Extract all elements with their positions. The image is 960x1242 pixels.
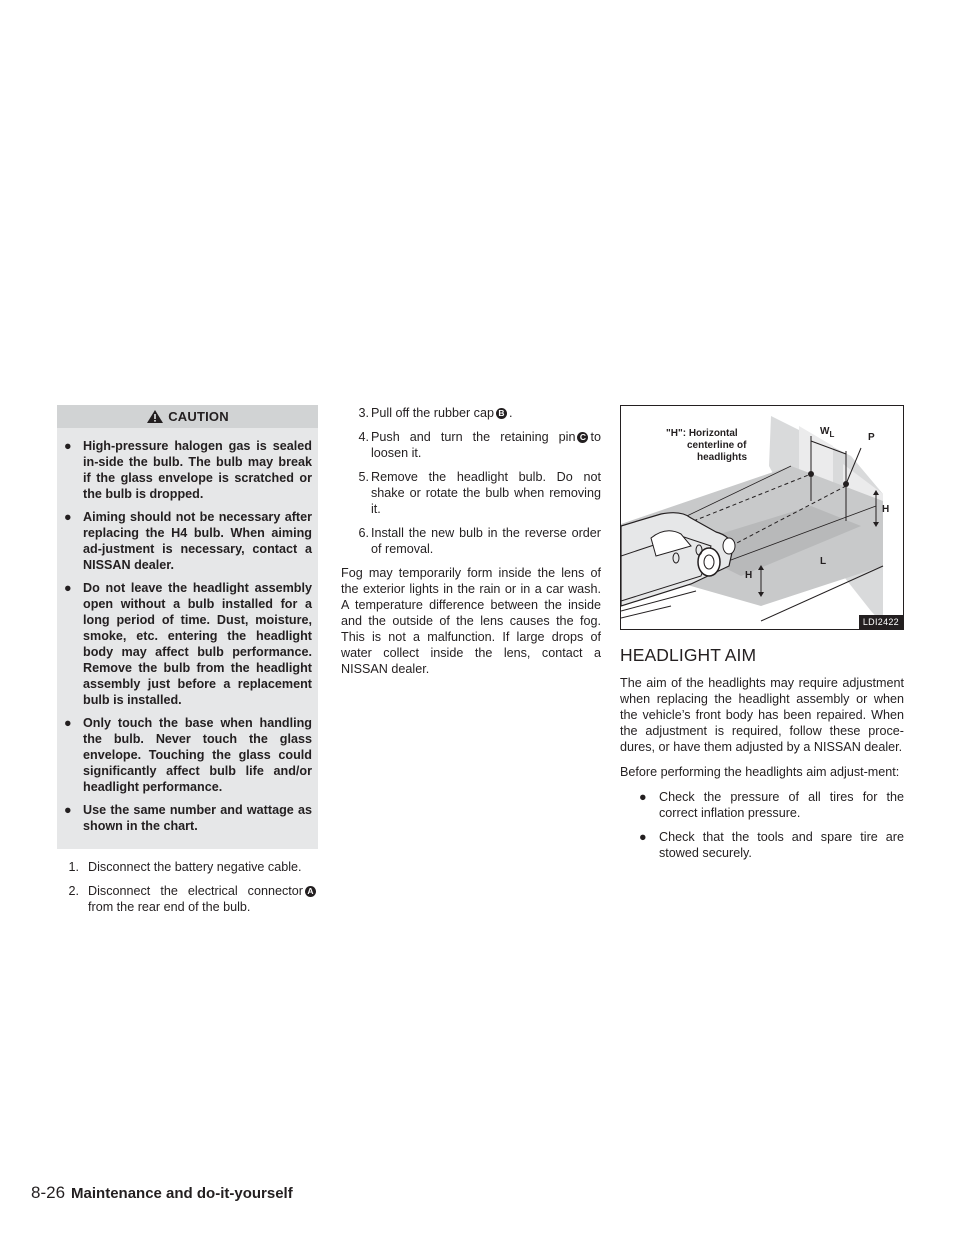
figure-label-w: $W_L$	[820, 426, 835, 439]
steps-list-2	[341, 405, 601, 557]
step-item: 3. Pull off the rubber cap B .	[358, 406, 513, 420]
headlight-aim-paragraph-1: The aim of the headlights may require adjustment when replacing the headlight assembly or when the vehicle’s front body has been repaired. When the adjustment is required, follow these proce-dures, or have them adjusted by a NISSAN dealer.	[620, 676, 904, 754]
caution-list	[57, 428, 318, 834]
figure-label-h-title: "H": Horizontal centerline of headlights	[666, 428, 748, 463]
caution-item: ● Aiming should not be necessary after replacing the H4 bulb. When aiming ad-justment is necessary, contact a NISSAN dealer.	[64, 510, 312, 572]
caution-item: ● Only touch the base when handling the bulb. Never touch the glass envelope. Touching the glass could significantly affect bulb life and/or headlight performance.	[64, 716, 312, 794]
callout-marker-c: C	[577, 432, 588, 443]
caution-item: ● Use the same number and wattage as shown in the chart.	[64, 803, 312, 833]
bullet-icon: ●	[639, 790, 647, 804]
step-item: 2. Disconnect the electrical connector Afrom the rear end of the bulb.	[57, 883, 318, 915]
callout-marker-b: B	[496, 408, 507, 419]
caution-header	[57, 405, 318, 428]
bullet-icon: ●	[64, 716, 72, 730]
headlight-aim-diagram	[621, 406, 903, 629]
left-column	[57, 405, 318, 923]
list-item: ● Check that the tools and spare tire are stowed securely.	[639, 830, 904, 860]
right-column	[620, 405, 904, 869]
page-number: 8-26	[31, 1183, 66, 1202]
middle-column	[341, 405, 601, 686]
headlight-aim-paragraph-2: Before performing the headlights aim adjust-ment:	[620, 765, 900, 779]
bullet-icon: ●	[64, 581, 72, 595]
headlight-aim-bullets	[620, 789, 904, 861]
callout-marker-a: A	[305, 886, 316, 897]
page-footer	[31, 1183, 293, 1203]
bullet-icon: ●	[64, 439, 72, 453]
figure-code: LDI2422	[859, 615, 903, 629]
caution-box	[57, 405, 318, 849]
caution-title: CAUTION	[168, 409, 229, 424]
section-title: Maintenance and do-it-yourself	[71, 1185, 293, 1202]
caution-item: ● Do not leave the headlight assembly open without a bulb installed for a long period of time. Dust, moisture, smoke, etc. entering the headlight body may affect bulb performance. Remove the bulb from the headlight assembly just before a replacement bulb is installed.	[64, 581, 312, 707]
bullet-icon: ●	[64, 510, 72, 524]
section-heading: HEADLIGHT AIM	[620, 645, 757, 665]
step-item: 1. Disconnect the battery negative cable.	[68, 860, 302, 874]
figure-label-l: L	[820, 556, 827, 567]
figure-label-h-left: H	[745, 570, 753, 581]
caution-item: ● High-pressure halogen gas is sealed in-side the bulb. The bulb may break if the glass envelope is scratched or the bulb is dropped.	[64, 439, 312, 501]
list-item: ● Check the pressure of all tires for the correct inflation pressure.	[639, 790, 904, 820]
headlight-aim-figure	[620, 405, 904, 630]
fog-paragraph: Fog may temporarily form inside the lens of the exterior lights in the rain or in a car wash. A temperature difference between the inside and the outside of the lens causes the fog. This is not a malfunction. If large drops of water collect inside the lens, contact a NISSAN dealer.	[341, 566, 601, 676]
bullet-icon: ●	[639, 830, 647, 844]
step-item: 5. Remove the headlight bulb. Do not shake or rotate the bulb when removing it.	[358, 470, 601, 516]
figure-label-p: P	[868, 432, 875, 443]
step-item: 6. Install the new bulb in the reverse order of removal.	[358, 526, 601, 556]
steps-list-1	[57, 859, 318, 915]
figure-label-h-right: H	[882, 504, 890, 515]
step-item: 4. Push and turn the retaining pin C to loosen it.	[358, 430, 601, 460]
warning-triangle-icon	[146, 409, 164, 424]
bullet-icon: ●	[64, 803, 72, 817]
